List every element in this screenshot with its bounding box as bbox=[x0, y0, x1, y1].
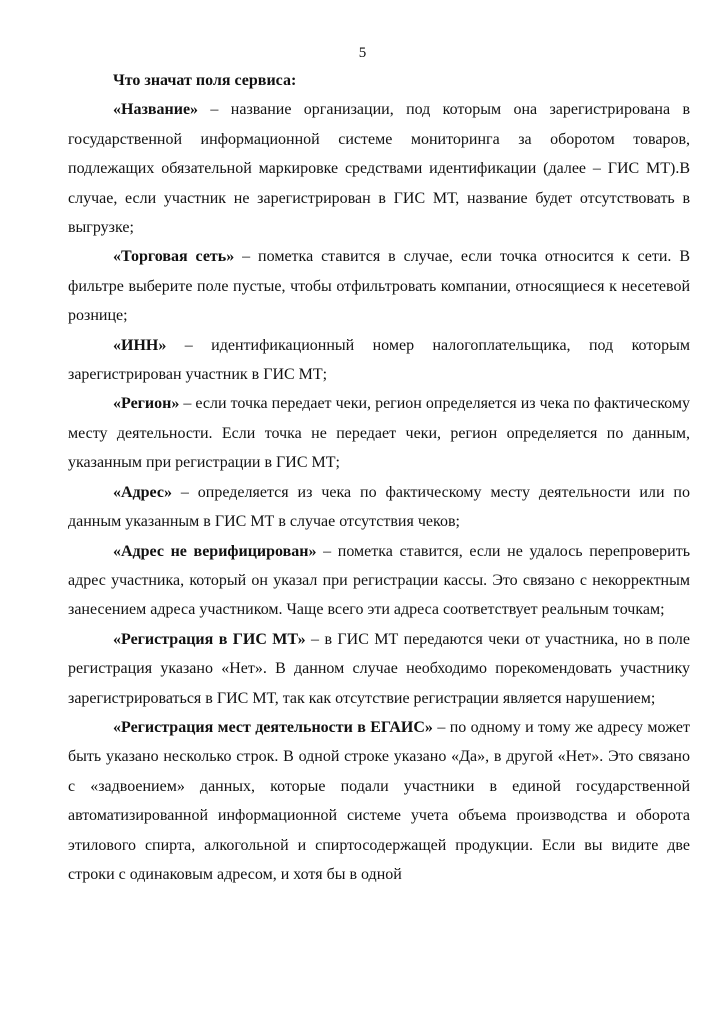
field-term: «ИНН» bbox=[113, 336, 167, 354]
field-term: «Регистрация в ГИС МТ» bbox=[113, 630, 306, 648]
field-term: «Торговая сеть» bbox=[113, 248, 235, 266]
field-text: – идентификационный номер налогоплательщика, под которым зарегистрирован участник в ГИС МТ; bbox=[68, 336, 690, 384]
field-text: – определяется из чека по фактическому месту деятельности или по данным указанным в ГИС МТ в случае отсутствия чеков; bbox=[68, 483, 690, 531]
field-description-name bbox=[68, 95, 690, 242]
field-description-address-not-verified bbox=[68, 537, 690, 625]
field-description-retail-chain bbox=[68, 242, 690, 330]
field-text: – если точка передает чеки, регион определяется из чека по фактическому месту деятельности. Если точка не передает чеки, регион определяется по данным, указанным при регистрации в ГИС МТ; bbox=[68, 395, 690, 472]
field-term: «Название» bbox=[113, 101, 199, 119]
page-number: 5 bbox=[358, 45, 367, 61]
field-description-gis-mt-registration bbox=[68, 625, 690, 713]
field-text: – по одному и тому же адресу может быть указано несколько строк. В одной строке указано «Да», в другой «Нет». Это связано с «задвоением» данных, которые подали участники в единой государственной автоматизированной информационной системе учета объема производства и оборота этилового спирта, алкогольной и спиртосодержащей продукции. Если вы видите две строки с одинаковым адресом, и хотя бы в одной bbox=[68, 718, 691, 883]
field-term: «Адрес» bbox=[113, 483, 172, 501]
field-description-egais-registration bbox=[68, 713, 690, 889]
field-term: «Регион» bbox=[113, 395, 180, 413]
document-body bbox=[68, 66, 690, 889]
field-text: – пометка ставится, если не удалось перепроверить адрес участника, который он указал при регистрации кассы. Это связано с некорректным занесением адреса участником. Чаще всего эти адреса соответствует реальным точкам; bbox=[68, 542, 690, 619]
field-text: – пометка ставится в случае, если точка относится к сети. В фильтре выберите поле пустые, чтобы отфильтровать компании, относящиеся к несетевой рознице; bbox=[68, 248, 690, 325]
section-heading: Что значат поля сервиса: bbox=[113, 72, 297, 89]
field-description-region bbox=[68, 389, 690, 477]
field-description-inn bbox=[68, 331, 690, 390]
field-term: «Адрес не верифицирован» bbox=[113, 542, 317, 560]
field-text: – название организации, под которым она зарегистрирована в государственной информационной системе мониторинга за оборотом товаров, подлежащих обязательной маркировке средствами идентификации (далее – ГИС МТ).В случае, если участник не зарегистрирован в ГИС МТ, название будет отсутствовать в выгрузке; bbox=[68, 101, 690, 237]
field-text: – в ГИС МТ передаются чеки от участника, но в поле регистрация указано «Нет». В данном случае необходимо порекомендовать участнику зарегистрироваться в ГИС МТ, так как отсутствие регистрации является нарушением; bbox=[68, 630, 690, 707]
field-term: «Регистрация мест деятельности в ЕГАИС» bbox=[113, 718, 433, 736]
field-description-address bbox=[68, 478, 690, 537]
